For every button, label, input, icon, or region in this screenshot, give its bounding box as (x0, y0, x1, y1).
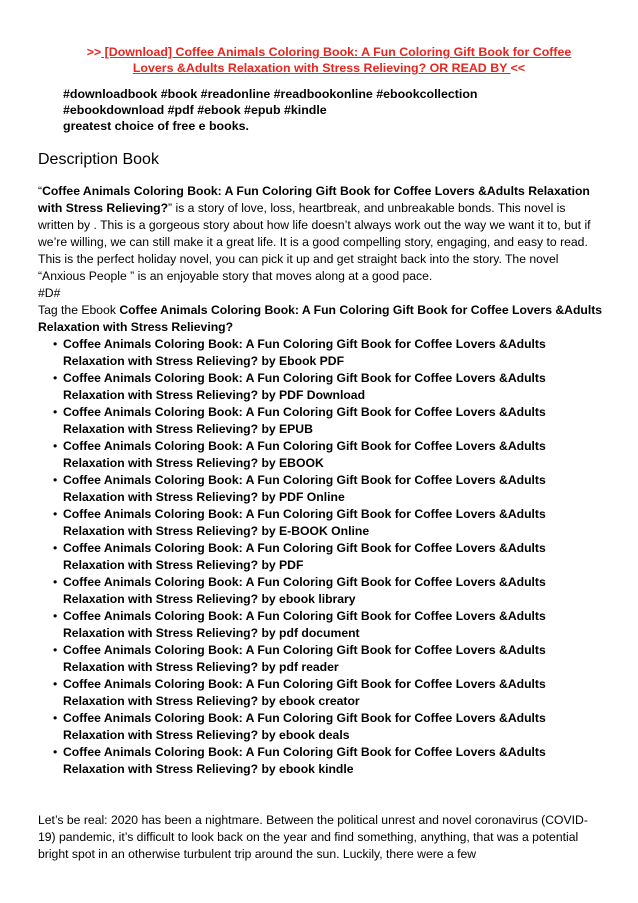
list-item (38, 438, 604, 472)
list-item (38, 710, 604, 744)
tag-prefix: Tag the Ebook (38, 302, 120, 317)
list-item-text: Coffee Animals Coloring Book: A Fun Coloring Gift Book for Coffee Lovers &Adults Relaxation with Stress Relieving? by pdf document (63, 609, 546, 640)
footer-paragraph: Let’s be real: 2020 has been a nightmare. Between the political unrest and novel coronavirus (COVID-19) pandemic, it’s difficult to look back on the year and find something, anything, that was a potential bright spot in an otherwise turbulent trip around the sun. Luckily, there were a few (38, 813, 588, 861)
link-text-line-2[interactable]: Lovers &Adults Relaxation with Stress Relieving? OR READ BY (132, 61, 511, 75)
list-item (38, 744, 604, 778)
list-item-text: Coffee Animals Coloring Book: A Fun Coloring Gift Book for Coffee Lovers &Adults Relaxation with Stress Relieving? by pdf reader (63, 643, 546, 674)
bullet: • (53, 711, 58, 725)
description-body: ” is a story of love, loss, heartbreak, and unbreakable bonds. This novel is written by . This is a gorgeous story about how life doesn’t always work out the way we want it to, but if we’re willing, we can still make it a great life. It is a good compelling story, engaging, and easy to read. This is the perfect holiday novel, you can pick it up and get straight back into the story. The novel “Anxious People ” is an enjoyable story that moves along at a good pace. (38, 200, 591, 283)
section-title: Description Book (38, 151, 159, 168)
bullet: • (53, 337, 58, 351)
bullet: • (53, 507, 58, 521)
bullet: • (53, 405, 58, 419)
list-item (38, 336, 604, 370)
list-item (38, 642, 604, 676)
list-item-text: Coffee Animals Coloring Book: A Fun Coloring Gift Book for Coffee Lovers &Adults Relaxation with Stress Relieving? by Ebook PDF (63, 337, 546, 368)
list-item-text: Coffee Animals Coloring Book: A Fun Coloring Gift Book for Coffee Lovers &Adults Relaxation with Stress Relieving? by ebook creator (63, 677, 546, 708)
bullet: • (53, 439, 58, 453)
list-item (38, 370, 604, 404)
link-prefix: >> (86, 45, 102, 59)
download-link[interactable] (60, 44, 598, 76)
list-item (38, 574, 604, 608)
list-item-text: Coffee Animals Coloring Book: A Fun Coloring Gift Book for Coffee Lovers &Adults Relaxation with Stress Relieving? by PDF Online (63, 473, 546, 504)
bullet: • (53, 541, 58, 555)
list-item-text: Coffee Animals Coloring Book: A Fun Coloring Gift Book for Coffee Lovers &Adults Relaxation with Stress Relieving? by EPUB (63, 405, 546, 436)
list-item (38, 676, 604, 710)
download-link-line-2[interactable] (60, 60, 598, 76)
list-item-text: Coffee Animals Coloring Book: A Fun Coloring Gift Book for Coffee Lovers &Adults Relaxation with Stress Relieving? by ebook deals (63, 711, 546, 742)
bullet: • (53, 643, 58, 657)
bullet: • (53, 677, 58, 691)
bullet: • (53, 575, 58, 589)
list-item-text: Coffee Animals Coloring Book: A Fun Coloring Gift Book for Coffee Lovers &Adults Relaxation with Stress Relieving? by ebook kindle (63, 745, 546, 776)
hashtags-block (63, 86, 603, 134)
link-suffix: << (510, 61, 526, 75)
hashtags-line-2: #ebookdownload #pdf #ebook #epub #kindle (63, 103, 327, 117)
list-item (38, 472, 604, 506)
bullet: • (53, 473, 58, 487)
bullet: • (53, 371, 58, 385)
list-item-text: Coffee Animals Coloring Book: A Fun Coloring Gift Book for Coffee Lovers &Adults Relaxation with Stress Relieving? by PDF (63, 541, 546, 572)
description-book-title: Coffee Animals Coloring Book: A Fun Coloring Gift Book for Coffee Lovers &Adults Relaxation with Stress Relieving? (38, 184, 590, 215)
list-item (38, 608, 604, 642)
list-item-text: Coffee Animals Coloring Book: A Fun Coloring Gift Book for Coffee Lovers &Adults Relaxation with Stress Relieving? by EBOOK (63, 439, 546, 470)
tag-book-title: Coffee Animals Coloring Book: A Fun Coloring Gift Book for Coffee Lovers &Adults Relaxation with Stress Relieving? (38, 302, 603, 334)
download-link-line-1[interactable] (60, 44, 598, 60)
description-paragraph (38, 183, 604, 336)
bullet: • (53, 745, 58, 759)
link-text-line-1[interactable]: [Download] Coffee Animals Coloring Book: A Fun Coloring Gift Book for Coffee (101, 45, 572, 59)
list-item-text: Coffee Animals Coloring Book: A Fun Coloring Gift Book for Coffee Lovers &Adults Relaxation with Stress Relieving? by PDF Download (63, 371, 546, 402)
open-quote: “ (38, 184, 43, 198)
list-item-text: Coffee Animals Coloring Book: A Fun Coloring Gift Book for Coffee Lovers &Adults Relaxation with Stress Relieving? by E-BOOK Online (63, 507, 546, 538)
hashtags-line-1: #downloadbook #book #readonline #readbookonline #ebookcollection (63, 87, 478, 101)
hashtags-line-3: greatest choice of free e books. (63, 119, 249, 133)
tag-list (38, 336, 604, 778)
description-marker: #D# (38, 285, 61, 300)
list-item (38, 540, 604, 574)
list-item (38, 506, 604, 540)
list-item (38, 404, 604, 438)
list-item-text: Coffee Animals Coloring Book: A Fun Coloring Gift Book for Coffee Lovers &Adults Relaxation with Stress Relieving? by ebook library (63, 575, 546, 606)
bullet: • (53, 609, 58, 623)
